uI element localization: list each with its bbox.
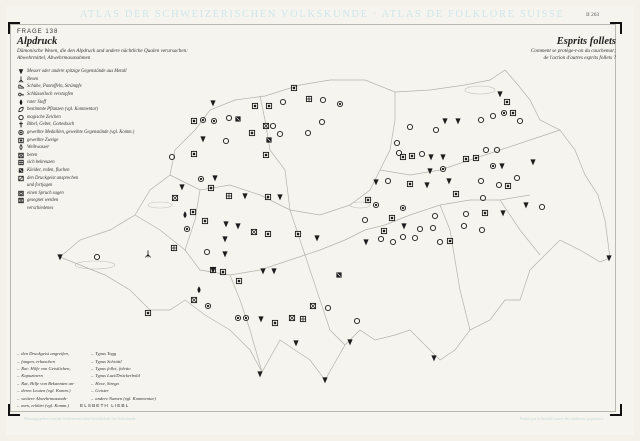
legend-item [17,114,167,122]
map-symbol-triangle-down [523,202,528,208]
legend-action-item-label: deren Leuten (vgl. Komm.) [21,388,71,394]
legend-dash-icon: – [17,373,20,379]
map-symbol-square-dot [400,154,405,159]
legend-item [17,106,167,114]
subtitle-german [17,48,257,61]
map-symbol-square-x [266,137,271,142]
legend-symbol-broom [17,76,27,83]
legend-label: beten [27,152,38,158]
map-symbol-triangle-down [293,340,298,346]
map-symbol-square-dot [191,151,196,156]
legend-symbol-leaf [17,106,27,113]
legend-item [17,152,167,160]
legend-label: Weihwasser [27,145,50,151]
legend-label: sich bekreuzen [27,160,55,166]
legend-dash-icon: – [91,388,94,394]
map-symbol-ring [478,178,483,183]
legend-action-item-label: men, erklärt (vgl. Komm.) [21,402,70,408]
map-symbol-square-dot [191,118,196,123]
legend-item [17,68,167,76]
map-symbol-ring [394,140,399,145]
legend-name-type-item-label: Hexe, Strega [95,380,119,386]
map-symbol-triangle-down [257,371,262,377]
map-symbol-circle-dot [200,117,205,122]
legend-symbol-square-circle [17,190,27,197]
legend-dash-icon: – [17,395,20,401]
legend-action-item [17,380,75,387]
map-symbol-ring [494,147,499,152]
map-symbol-broom [145,250,150,257]
legend-symbol-circle-dot [17,129,27,136]
map-symbol-square-dot [145,310,150,315]
map-symbol-ring [223,138,228,143]
map-symbol-triangle-down [242,193,247,199]
map-symbol-square-dot [365,197,370,202]
map-symbol-ring [432,213,437,218]
map-symbol-square-dot [190,209,195,214]
legend-label: Kleider, reden, fluchen [27,168,70,174]
map-symbol-ring [390,239,395,244]
subtitle-french-line-2: de l'action d'autres esprits follets ? [543,54,616,61]
legend-action-item-label: den Druckgeist angreifen, [21,351,69,357]
legend-defense-means [17,68,167,212]
map-symbol-circle-dot [490,163,495,168]
map-symbol-square-cross [191,297,196,302]
legend-action-item-label: Kapuzinern [21,373,43,379]
legend-symbol-square-x [17,167,27,174]
subtitle-german-line-1: Dämonische Wesen, die den Alpdruck und andere nächtliche Qualen verursachen: [17,48,188,54]
sheet-number: II 263 [586,12,600,18]
legend-name-type-item-label: Geister [95,388,109,394]
lake-geneva [75,261,115,269]
map-symbol-ring [270,123,275,128]
map-symbol-triangle-down [347,339,352,345]
map-symbol-ring [277,131,282,136]
legend-item [17,174,167,182]
map-symbol-ring [204,249,209,254]
canton-border [380,130,560,175]
map-symbol-square-dot [504,99,509,104]
map-symbol-square-dot [272,320,277,325]
legend-item [17,83,167,91]
legend-name-type-item-label: Typus Togg [95,351,117,357]
legend-label: gesegnet werden [27,198,59,204]
map-symbol-square-dot [453,191,458,196]
map-symbol-triangle-down [223,221,228,227]
legend-item [17,91,167,99]
map-symbol-circle-dot [184,226,189,231]
legend-name-types-column [91,350,156,402]
legend-label: einen Spruch sagen [27,190,64,196]
map-symbol-triangle-down [606,255,611,261]
legend-symbol-none [17,205,27,212]
map-symbol-ring [433,127,438,132]
map-symbol-ring [496,182,501,187]
legend-action-item [17,365,75,372]
legend-symbol-ring [17,114,27,121]
legend-label: roter Stoff [27,99,46,105]
map-symbol-triangle-down [446,178,451,184]
map-symbol-ring [362,217,367,222]
map-symbol-square-plus [171,245,176,250]
legend-action-item [17,394,75,401]
map-symbol-ring [517,118,522,123]
legend-dash-icon: – [17,388,20,394]
map-symbol-square-plus [226,193,231,198]
legend-dash-icon: – [91,365,94,371]
publisher-note-french: Publié par la Société suisse des traditions populaires [520,416,604,421]
map-symbol-circle-dot [400,205,405,210]
map-symbol-ring [325,305,330,310]
map-symbol-square-dot [295,231,300,236]
legend-item [17,129,167,137]
canton-border [230,275,262,372]
map-symbol-triangle-down [530,159,535,165]
legend-name-type-item-label: Typus Luzi/Drückerbold [95,373,140,379]
legend-dash-icon: – [17,380,20,386]
legend-dash-icon: – [17,402,20,408]
map-symbol-ring [478,117,483,122]
canton-border [260,96,290,210]
legend-symbol-square-slash [17,175,27,182]
map-symbol-triangle-down [424,182,429,188]
map-symbol-ring [479,227,484,232]
legend-name-type-item-label: Typus follet, foletto [95,365,131,371]
map-symbol-square-dot [473,155,478,160]
canton-border [185,190,530,275]
map-symbol-ring [400,234,405,239]
map-symbol-ring [305,130,310,135]
map-symbol-ring [385,178,390,183]
map-symbol-flame [197,286,200,293]
map-symbol-triangle-down [200,136,205,142]
map-symbol-circle-dot [198,176,203,181]
subtitle-german-line-2: Abwehrmittel, Abwehrmassnahmen [17,54,91,61]
map-symbol-triangle-down [210,100,215,106]
map-symbol-square-cross [310,303,315,308]
map-symbol-ring [280,99,285,104]
canton-border [500,200,540,255]
legend-symbol-flame [17,99,27,106]
map-symbol-triangle-down [258,316,263,322]
map-symbol-circle-dot [337,101,342,106]
map-symbol-square-plus [300,316,305,321]
legend-item [17,197,167,205]
legend-item [17,136,167,144]
map-symbol-triangle-down [222,236,227,242]
legend-actions-column [17,350,75,409]
map-symbol-triangle-down [212,175,217,181]
map-symbol-ring [417,226,422,231]
map-symbol-ring [319,119,324,124]
map-symbol-square-dot [482,210,487,215]
legend-label: magische Zeichen [27,114,61,120]
legend-item [17,98,167,106]
legend-item [17,76,167,84]
map-symbol-square-dot [236,278,241,283]
legend-action-item [17,402,75,409]
map-symbol-circle-dot [501,110,506,115]
legend-label: Schuhe, Pantoffeln, Strümpfe [27,84,82,90]
legend-action-item-label: weitere Abwehrmassnah- [21,395,68,401]
legend-symbol-square-star [17,197,27,204]
legend-dash-icon: – [91,373,94,379]
legend-name-type-item-label: andere Namen (vgl. Kommentar) [95,395,156,401]
map-symbol-ring [514,175,519,180]
legend-item [17,159,167,167]
legend-symbol-key [17,91,27,98]
map-symbol-square-dot [263,152,268,157]
map-symbol-ring [463,211,468,216]
map-symbol-ring [483,147,488,152]
map-symbol-square-dot [409,153,414,158]
canton-border [170,92,395,215]
legend-label: und fortjagen [27,183,53,189]
map-symbol-square-dot [266,103,271,108]
author-name: ELSBETH LIEBL [80,404,130,409]
atlas-title: ATLAS DER SCHWEIZERISCHEN VOLKSKUNDE · ATLAS DE FOLKLORE SUISSE [80,9,565,20]
legend-dash-icon: – [91,358,94,364]
legend-label: Messer oder andere spitzige Gegenstände aus Metall [27,69,127,75]
legend-label: Bibel, Gebet, Gottesbuch [27,122,75,128]
question-number: FRAGE 138 [17,29,59,35]
map-symbol-triangle-down [179,184,184,190]
lake-constance [465,86,495,94]
legend-dash-icon: – [17,365,20,371]
legend-label: Besen [27,76,39,82]
map-symbol-triangle-down [314,235,319,241]
map-symbol-ring [412,235,417,240]
legend-name-type-item [91,357,156,364]
map-symbol-square-dot [202,218,207,223]
subtitle-french [466,48,616,61]
legend-item [17,167,167,175]
map-symbol-triangle-down [401,223,406,229]
legend-symbol-shoe [17,83,27,90]
map-symbol-triangle-down [363,239,368,245]
map-symbol-ring [490,113,495,118]
legend-action-item-label: Rat, Hilfe von Bekannten an- [21,380,75,386]
map-symbol-triangle-down [428,154,433,160]
legend-name-type-item [91,365,156,372]
legend-action-item [17,350,75,357]
map-symbol-triangle-down [497,91,502,97]
legend-name-type-item-label: Typus Schrättl [95,358,122,364]
legend-symbol-triangle-down [17,68,27,75]
map-symbol-ring [226,115,231,120]
legend-label: den Druckgeist ansprechen [27,175,79,181]
canton-border [135,215,185,250]
map-symbol-circle-dot [235,315,240,320]
legend-action-item [17,357,75,364]
map-symbol-square-cross [172,195,177,200]
legend-label: geweihte Zweige [27,137,59,143]
legend-item [17,144,167,152]
legend-symbol-drop [17,144,27,151]
map-symbol-triangle-down [277,194,282,200]
map-symbol-square-x [336,272,341,277]
map-symbol-square-cross [289,315,294,320]
legend-dash-icon: – [91,395,94,401]
map-symbol-circle-dot [211,118,216,123]
subtitle-french-line-1: Comment se protège-t-on du cauchemar; [530,48,616,54]
legend-name-type-item [91,350,156,357]
map-symbol-square-x [235,116,240,121]
map-symbol-triangle-down [322,377,327,383]
legend-symbol-none [17,182,27,189]
legend-action-item-label: Rat: Hilfe von Geistlichen, [21,365,71,371]
legend-dash-icon: – [17,358,20,364]
map-symbol-square-cross [251,229,256,234]
map-symbol-square-dot [381,228,386,233]
map-symbol-square-dot [265,231,270,236]
legend-item [17,190,167,198]
map-symbol-square-dot [389,215,394,220]
legend-symbol-square-dot [17,137,27,144]
legend-dash-icon: – [91,351,94,357]
map-symbol-triangle-down [271,268,276,274]
map-symbol-triangle-down [222,251,227,257]
map-symbol-triangle-down [499,163,504,169]
map-symbol-ring [378,236,383,241]
map-symbol-square-dot [249,130,254,135]
legend-dash-icon: – [17,351,20,357]
map-symbol-triangle-down [235,223,240,229]
map-symbol-ring [94,254,99,259]
legend-item [17,182,167,190]
map-symbol-circle-dot [440,166,445,171]
map-symbol-triangle-down [455,118,460,124]
legend-name-type-item [91,394,156,401]
legend-item [17,205,167,213]
legend-label: geweihte Medaillen, geweihte Gegenstände (vgl. Komm.) [27,130,135,136]
map-symbol-triangle-down [442,118,447,124]
legend-dash-icon: – [91,380,94,386]
map-symbol-circle-dot [243,315,248,320]
map-symbol-ring [320,97,325,102]
map-symbol-ring [407,124,412,129]
map-symbol-circle-dot [205,303,210,308]
legend-symbol-square-plus [17,159,27,166]
map-symbol-square-dot [252,103,257,108]
map-symbol-ring [461,223,466,228]
map-symbol-ring [437,239,442,244]
map-title-french: Esprits follets [556,36,616,47]
map-symbol-flame [183,211,186,218]
map-symbol-ring [430,225,435,230]
map-symbol-triangle-down [260,268,265,274]
legend-name-type-item [91,380,156,387]
map-symbol-ring [419,151,424,156]
map-symbol-circle-dot [373,202,378,207]
map-symbol-square-dot [505,183,510,188]
legend-label: Schlüsselloch verstopfen [27,92,74,98]
map-symbol-triangle-down [440,154,445,160]
legend-label: bestimmte Pflanzen (vgl. Kommentar) [27,107,99,113]
legend-item [17,121,167,129]
legend-action-item [17,372,75,379]
map-symbol-ring [354,318,359,323]
legend-label: verschiedenes [27,205,54,211]
legend-symbol-square-cross [17,152,27,159]
legend-name-type-item [91,372,156,379]
map-symbol-triangle-down [500,210,505,216]
map-title-german: Alpdruck [17,36,58,47]
map-symbol-ring [539,204,544,209]
map-symbol-square-dot [510,110,515,115]
map-symbol-square-plus [306,96,311,101]
legend-symbol-cross [17,121,27,128]
map-symbol-triangle-down [431,355,436,361]
legend-name-type-item [91,387,156,394]
map-symbol-square-dot [407,181,412,186]
legend-action-item [17,387,75,394]
publisher-note-german: Herausgegeben von der Schweizerischen Gesellschaft für Volkskunde [24,416,136,421]
legend-action-item-label: fangen, erhaschen [21,358,55,364]
